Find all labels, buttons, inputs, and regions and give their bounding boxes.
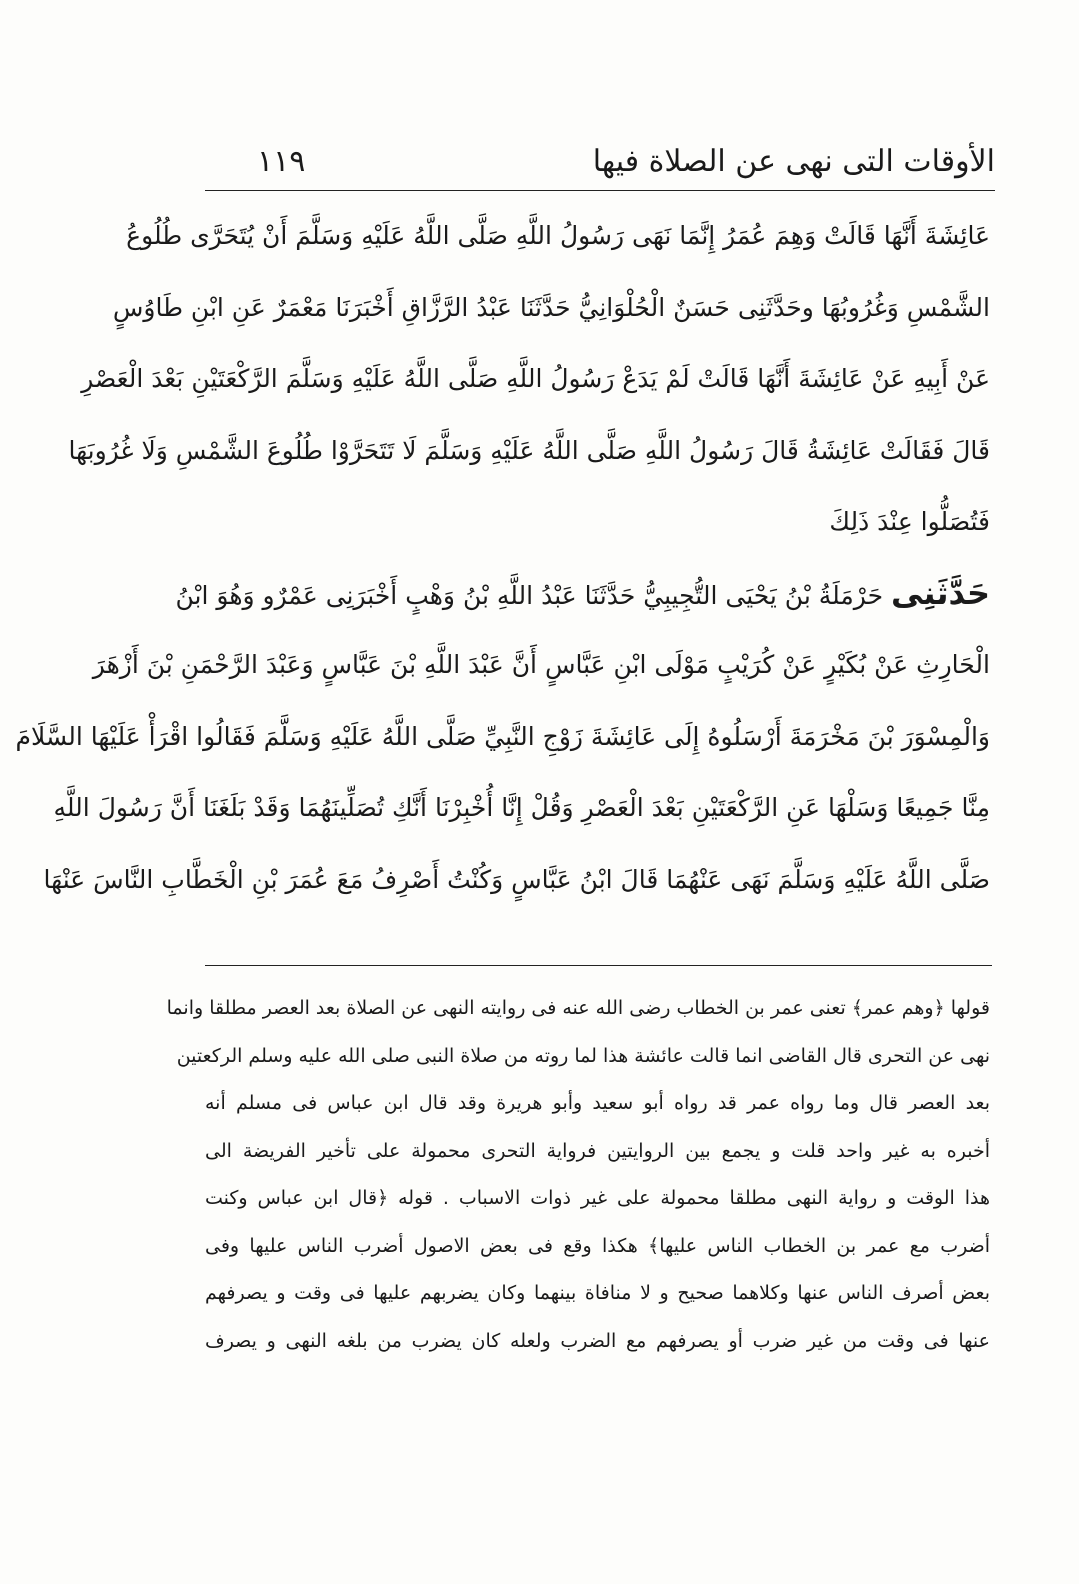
- text-line-content: قَالَ فَقَالَتْ عَائِشَةُ قَالَ رَسُولُ اللَّهِ صَلَّى اللَّهُ عَلَيْهِ وَسَلَّمَ لَا تَتَحَرَّوْا طُلُوعَ الشَّمْسِ وَلَا غُرُوبَهَا: [68, 435, 990, 465]
- commentary-line-content: أخبره به غير واحد قلت و يجمع بين الروايتين فرواية التحرى محمولة على تأخير الفريضة الى: [205, 1139, 990, 1162]
- commentary-line-content: نهى عن التحرى قال القاضى انما قالت عائشة هذا لما روته من صلاة النبى صلى الله عليه وسلم الركعتين: [176, 1044, 990, 1067]
- commentary-line-content: هذا الوقت و رواية النهى مطلقا محمولة على غير ذوات الاسباب . قوله ﴿قال ابن عباس وكنت: [205, 1187, 990, 1209]
- text-line-content: الشَّمْسِ وَغُرُوبُهَا وحَدَّثَنِى حَسَنٌ الْحُلْوَانِيُّ حَدَّثَنَا عَبْدُ الرَّزَّاقِ أَخْبَرَنَا مَعْمَرٌ عَنِ ابْنِ طَاوُسٍ: [112, 292, 990, 322]
- hadith-marker: حَدَّثَنِى: [891, 573, 990, 612]
- commentary-line: [176, 1033, 990, 1081]
- hadith-text: [15, 200, 990, 915]
- text-line-content: الْحَارِثِ عَنْ بُكَيْرٍ عَنْ كُرَيْبٍ مَوْلَى ابْنِ عَبَّاسٍ أَنَّ عَبْدَ اللَّهِ بْنَ عَبَّاسٍ وَعَبْدَ الرَّحْمَنِ بْنَ أَزْهَرَ: [92, 650, 990, 679]
- text-line: [205, 486, 990, 558]
- text-line-content: عَائِشَةَ أَنَّهَا قَالَتْ وَهِمَ عُمَرُ إِنَّمَا نَهَى رَسُولُ اللَّهِ صَلَّى اللَّهُ عَلَيْهِ وَسَلَّمَ أَنْ يُتَحَرَّى طُلُوعُ: [126, 221, 990, 250]
- text-line: [175, 558, 990, 630]
- text-line-content: عَنْ أَبِيهِ عَنْ عَائِشَةَ أَنَّهَا قَالَتْ لَمْ يَدَعْ رَسُولُ اللَّهِ صَلَّى اللَّهُ عَلَيْهِ وَسَلَّمَ الرَّكْعَتَيْنِ بَعْدَ الْعَصْرِ: [81, 364, 990, 393]
- text-line-content: حَرْمَلَةُ بْنُ يَحْيَى التُّجِيبِيُّ حَدَّثَنَا عَبْدُ اللَّهِ بْنُ وَهْبٍ أَخْبَرَنِى عَمْرٌو وَهُوَ ابْنُ: [175, 580, 884, 610]
- text-line-content: فَتُصَلُّوا عِنْدَ ذَلِكَ: [829, 507, 990, 536]
- commentary-line: [205, 1318, 990, 1366]
- commentary-line-content: عنها فى وقت من غير ضرب أو يصرفهم مع الضرب ولعله كان يضرب من بلغه النهى و يصرف: [205, 1329, 990, 1352]
- commentary-line: [205, 1175, 990, 1223]
- commentary-line-content: بعد العصر قال وما رواه عمر قد رواه أبو سعيد وأبو هريرة وقد قال ابن عباس فى مسلم أنه: [205, 1092, 990, 1114]
- text-line: [92, 629, 990, 701]
- text-line: [53, 772, 990, 844]
- commentary-line: [205, 1270, 990, 1318]
- commentary-line-content: قولها ﴿وهم عمر﴾ تعنى عمر بن الخطاب رضى الله عنه فى روايته النهى عن الصلاة بعد العصر مطلقا وانما: [166, 997, 990, 1019]
- text-line: [43, 844, 990, 916]
- text-line: [68, 415, 990, 487]
- commentary-line: [205, 1080, 990, 1128]
- text-line-content: وَالْمِسْوَرَ بْنَ مَخْرَمَةَ أَرْسَلُوهُ إِلَى عَائِشَةَ زَوْجِ النَّبِيِّ صَلَّى اللَّهُ عَلَيْهِ وَسَلَّمَ فَقَالُوا اقْرَأْ عَلَيْهَا السَّلَامَ: [15, 721, 990, 751]
- commentary-line: [205, 1223, 990, 1271]
- text-line: [15, 701, 990, 773]
- commentary-text: [166, 985, 990, 1365]
- footnote-rule: [205, 965, 992, 966]
- text-line: [126, 200, 990, 272]
- header-rule: [205, 190, 995, 191]
- running-title: الأوقات التى نهى عن الصلاة فيها: [592, 144, 995, 179]
- text-line-content: مِنَّا جَمِيعًا وَسَلْهَا عَنِ الرَّكْعَتَيْنِ بَعْدَ الْعَصْرِ وَقُلْ إِنَّا أُخْبِرْنَا أَنَّكِ تُصَلِّينَهُمَا وَقَدْ بَلَغَنَا أَنَّ رَسُولَ اللَّهِ: [53, 793, 990, 822]
- text-line: [81, 343, 990, 415]
- commentary-line-content: بعض أصرف الناس عنها وكلاهما صحيح و لا منافاة بينهما وكان يضربهم عليها فى وقت و يصرفهم: [205, 1282, 990, 1304]
- text-line-content: صَلَّى اللَّهُ عَلَيْهِ وَسَلَّمَ نَهَى عَنْهُمَا قَالَ ابْنُ عَبَّاسٍ وَكُنْتُ أَصْرِفُ مَعَ عُمَرَ بْنِ الْخَطَّابِ النَّاسَ عَنْهَا: [43, 864, 990, 894]
- commentary-line-content: أضرب مع عمر بن الخطاب الناس عليها﴾ هكذا وقع فى بعض الاصول أضرب الناس عليها وفى: [205, 1234, 990, 1257]
- page-number: ١١٩: [257, 144, 306, 179]
- text-line: [112, 272, 990, 344]
- page-header: [205, 138, 995, 188]
- commentary-line: [166, 985, 990, 1033]
- commentary-line: [205, 1128, 990, 1176]
